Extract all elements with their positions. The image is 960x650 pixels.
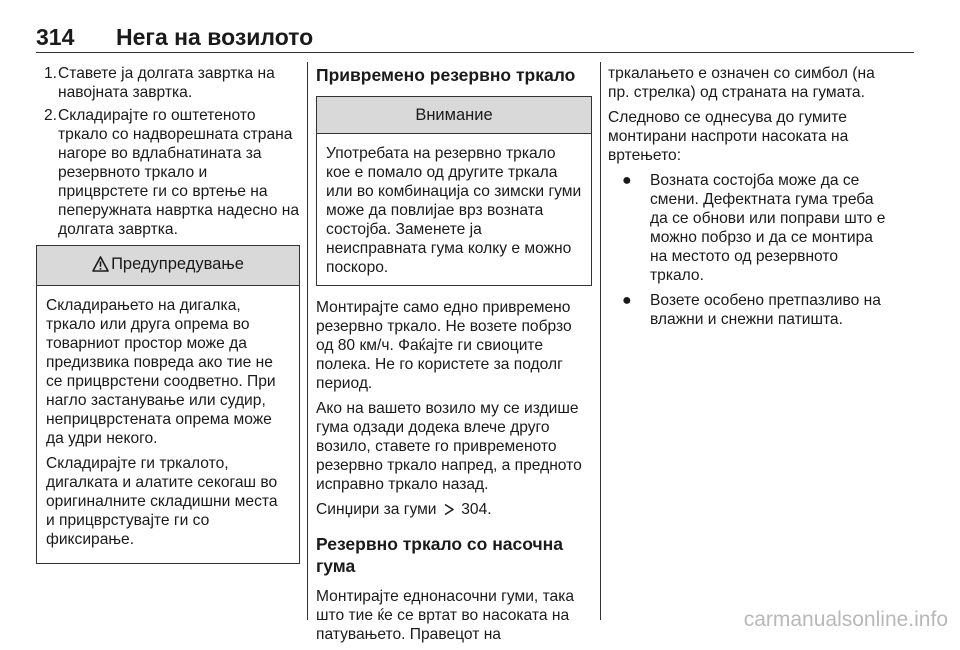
step-text: Ставете ја долгата завртка на навојната завртка.: [58, 65, 275, 101]
list-item: [608, 171, 892, 285]
body-paragraph: Монтирајте само едно привремено резервно тркало. Не возете побрзо од 80 км/ч. Фаќајте ги свиоците полека. Не го користете за подолг период.: [316, 299, 572, 392]
column-divider-1: [307, 62, 308, 620]
bullet-icon: ●: [622, 172, 632, 189]
warning-header: [37, 246, 299, 286]
bullet-text: Возете особено претпазливо на влажни и снежни патишта.: [650, 292, 881, 328]
warning-triangle-icon: [92, 256, 109, 277]
column-2: [316, 64, 592, 650]
cross-reference[interactable]: [316, 500, 592, 521]
list-item: [608, 291, 892, 329]
warning-title: Предупредување: [111, 255, 244, 273]
section-heading: Привремено резервно тркало: [316, 65, 576, 85]
step-number: 1.: [44, 65, 58, 82]
warning-paragraph: Складирањето на дигалка, тркало или друга опрема во товарниот простор може да предизвика повреда ако тие не се прицврстени соодветно. При нагло застанување или судир, неприцврстената опрема може да удри некого.: [46, 297, 276, 447]
notice-header: Внимание: [317, 97, 591, 134]
notice-box: [316, 96, 592, 286]
body-paragraph: Ако на вашето возило му се издише гума одзади додека влече друго возило, ставете го привременото резервно тркало напред, а предното исправно тркало назад.: [316, 400, 582, 493]
step-text: Складирајте го оштетеното тркало со надворешната страна нагоре во вдлабнатината за резервното тркало и прицврстете ги со вртење на пеперужната навртка надесно на долгата завртка.: [58, 107, 300, 238]
cross-reference-page: 304.: [461, 501, 492, 518]
list-item: [36, 106, 300, 239]
page-number: 314: [36, 24, 75, 50]
body-paragraph: Монтирајте еднонасочни гуми, така што тие ќе се вртат во насоката на патувањето. Правецот на: [316, 588, 575, 643]
bullet-icon: ●: [622, 292, 632, 309]
warning-box: [36, 245, 300, 564]
warning-paragraph: Складирајте ги тркалото, дигалката и алатите секогаш во оригиналните складишни места и прицврстувајте ги со фиксирање.: [46, 455, 278, 548]
column-divider-2: [600, 62, 601, 620]
column-1: [36, 64, 300, 564]
page-header: [36, 24, 916, 54]
list-item: [36, 64, 300, 102]
notice-body: [317, 134, 591, 285]
body-paragraph: Следново се однесува до гумите монтирани наспроти насоката на вртењето:: [608, 109, 849, 164]
arrow-right-icon: [443, 502, 455, 521]
chapter-title: Нега на возилото: [116, 24, 314, 50]
notice-text: Употребата на резервно тркало кое е помало од другите тркала или во комбинација со зимски гуми може да повлијае врз возната состојба. Заменете ја неисправната гума колку е можно поскоро.: [326, 145, 582, 276]
watermark: carmanualsonline.info: [743, 608, 948, 631]
body-paragraph: тркалањето е означен со симбол (на пр. стрелка) од страната на гумата.: [608, 65, 875, 101]
step-number: 2.: [44, 107, 58, 124]
section-heading-directional: Резервно тркало со насочна гума: [316, 534, 563, 576]
bullet-list: [608, 171, 892, 329]
warning-body: [37, 286, 299, 563]
bullet-text: Возната состојба може да се смени. Дефектната гума треба да се обнови или поправи што е можно побрзо и да се монтира на местото од резервното тркало.: [650, 172, 886, 284]
steps-list: [36, 64, 300, 239]
cross-reference-text: Синџири за гуми: [316, 501, 437, 518]
column-3: [608, 64, 892, 335]
header-rule: [36, 52, 914, 53]
